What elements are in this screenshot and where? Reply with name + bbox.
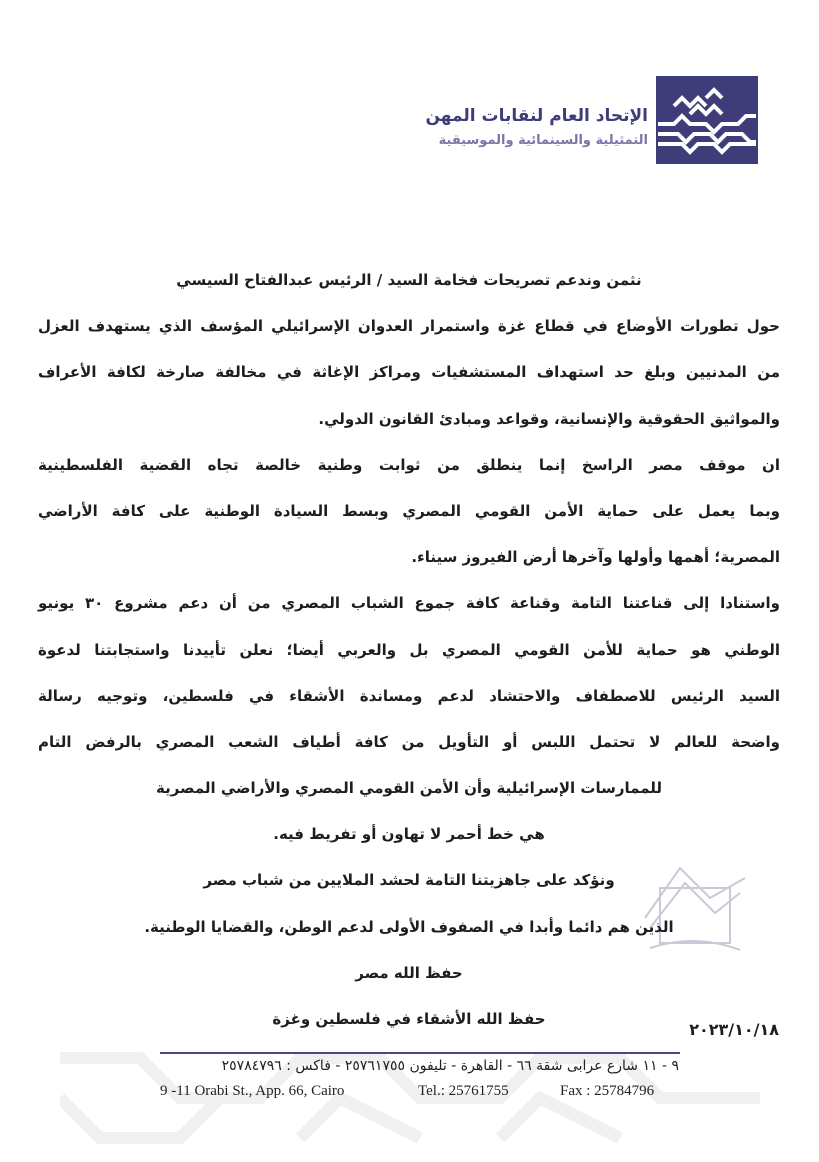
statement-line: المصرية؛ أهمها وأولها وآخرها أرض الفيروز سيناء. bbox=[411, 548, 780, 567]
organization-name: الإتحاد العام لنقابات المهن bbox=[425, 106, 648, 126]
letterhead bbox=[425, 76, 758, 166]
statement-line: الوطني هو حماية للأمن القومي المصري بل والعربي أيضا؛ نعلن تأييدنا واستجابتنا لدعوة bbox=[38, 640, 780, 659]
statement-line: ان موقف مصر الراسخ إنما ينطلق من ثوابت وطنية خالصة تجاه القضية الفلسطينية bbox=[38, 455, 780, 474]
letter-date: ٢٠٢٣/١٠/١٨ bbox=[689, 1020, 779, 1039]
statement-line: هي خط أحمر لا تهاون أو تفريط فيه. bbox=[273, 825, 545, 844]
statement-line: للممارسات الإسرائيلية وأن الأمن القومي المصري والأراضي المصرية bbox=[155, 779, 663, 798]
statement-line: واستنادا إلى قناعتنا التامة وقناعة كافة جموع الشباب المصري من أن دعم مشروع ٣٠ يونيو bbox=[38, 594, 781, 613]
statement-line: ونؤكد على جاهزيتنا التامة لحشد الملايين من شباب مصر bbox=[203, 871, 615, 890]
closing-line: حفظ الله الأشقاء في فلسطين وغزة bbox=[272, 1010, 546, 1028]
statement-line: السيد الرئيس للاصطفاف والاحتشاد لدعم ومساندة الأشقاء في فلسطين، وتوجيه رسالة bbox=[38, 686, 780, 705]
statement-line: واضحة للعالم لا تحتمل اللبس أو التأويل من كافة أطياف الشعب المصري بالرفض التام bbox=[38, 732, 780, 751]
footer-divider bbox=[160, 1052, 680, 1054]
footer-address: 9 -11 Orabi St., App. 66, Cairo bbox=[160, 1083, 345, 1099]
statement-body bbox=[38, 268, 780, 1053]
statement-line: من المدنيين وبلغ حد استهداف المستشفيات ومراكز الإغاثة في مخالفة صارخة لكافة الأعراف bbox=[38, 363, 780, 382]
statement-line: وبما يعمل على حماية الأمن القومي المصري وبسط السيادة الوطنية على كافة الأراضي bbox=[38, 501, 780, 520]
closing-line: حفظ الله مصر bbox=[355, 963, 463, 982]
footer-arabic-address: ٩ - ١١ شارع عرابى شقة ٦٦ - القاهرة - تليفون ٢٥٧٦١٧٥٥ - فاكس : ٢٥٧٨٤٧٩٦ bbox=[221, 1058, 679, 1074]
statement-line: والمواثيق الحقوقية والإنسانية، وقواعد ومبادئ القانون الدولي. bbox=[318, 409, 780, 428]
statement-line: الذين هم دائما وأبدا في الصفوف الأولى لدعم الوطن، والقضايا الوطنية. bbox=[144, 917, 674, 936]
footer-phone: Tel.: 25761755 bbox=[418, 1083, 509, 1099]
federation-logo-icon bbox=[656, 76, 758, 164]
organization-subtitle: التمثيلية والسينمائية والموسيقية bbox=[438, 133, 648, 148]
statement-line: نثمن وندعم تصريحات فخامة السيد / الرئيس عبدالفتاح السيسي bbox=[176, 271, 642, 289]
footer-fax: Fax : 25784796 bbox=[560, 1083, 655, 1099]
statement-line: حول تطورات الأوضاع في قطاع غزة واستمرار العدوان الإسرائيلي المؤسف الذي يستهدف العزل bbox=[38, 317, 780, 336]
